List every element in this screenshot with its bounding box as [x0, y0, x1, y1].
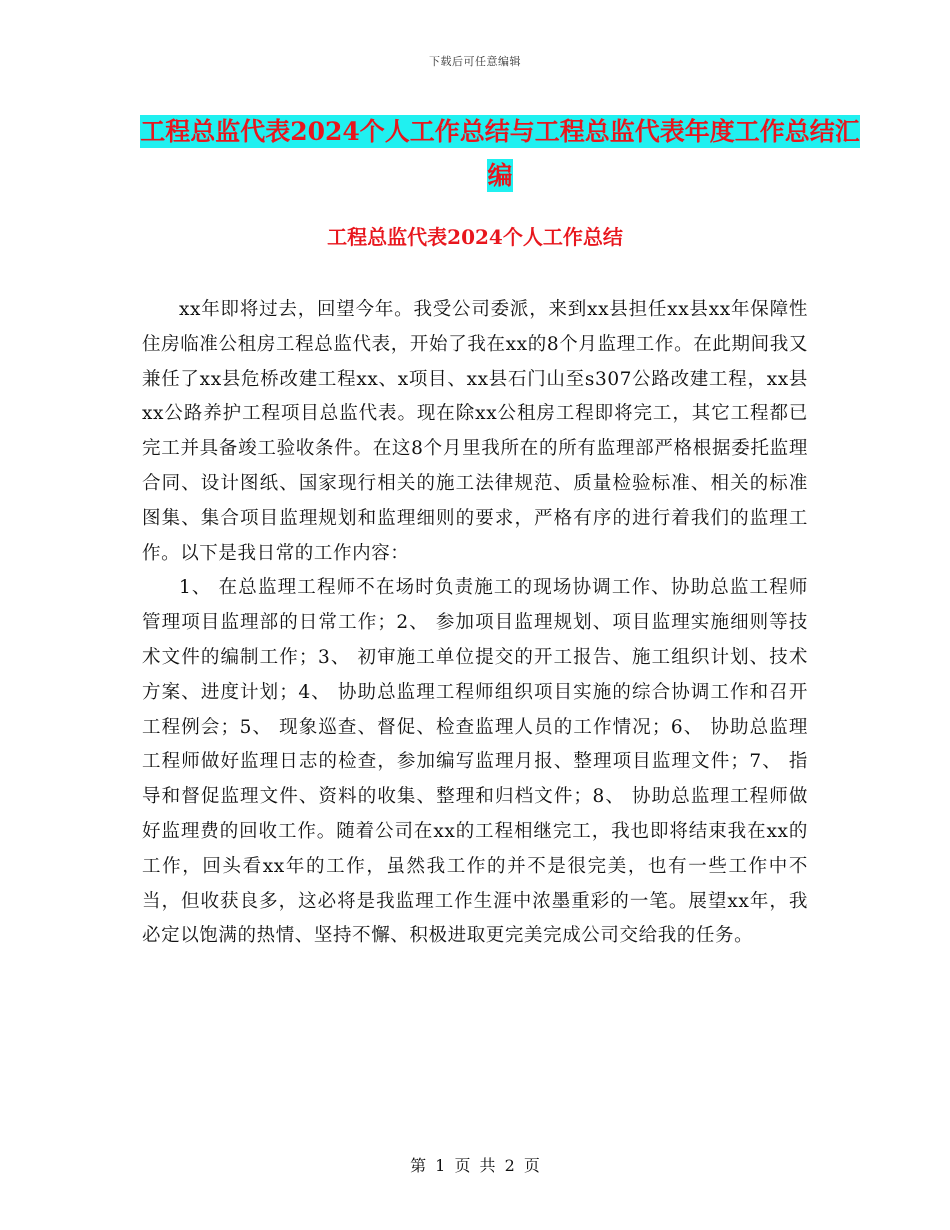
- section-title: 工程总监代表2024个人工作总结: [327, 225, 623, 249]
- document-main-title: [140, 110, 860, 198]
- document-body: [142, 293, 808, 954]
- body-paragraph-intro: xx年即将过去，回望今年。我受公司委派，来到xx县担任xx县xx年保障性住房临准公租房工程总监代表，开始了我在xx的8个月监理工作。在此期间我又兼任了xx县危桥改建工程xx、x项目、xx县石门山至s307公路改建工程，xx县xx公路养护工程项目总监代表。现在除xx公租房工程即将完工，其它工程都已完工并具备竣工验收条件。在这8个月里我所在的所有监理部严格根据委托监理合同、设计图纸、国家现行相关的施工法律规范、质量检验标准、相关的标准图集、集合项目监理规划和监理细则的要求，严格有序的进行着我们的监理工作。以下是我日常的工作内容：: [142, 299, 808, 564]
- body-paragraph-duties: 1、 在总监理工程师不在场时负责施工的现场协调工作、协助总监工程师管理项目监理部的日常工作；2、 参加项目监理规划、项目监理实施细则等技术文件的编制工作；3、 初审施工单位提交的开工报告、施工组织计划、技术方案、进度计划；4、 协助总监理工程师组织项目实施的综合协调工作和召开工程例会；5、 现象巡查、督促、检查监理人员的工作情况；6、 协助总监理工程师做好监理日志的检查，参加编写监理月报、整理项目监理文件；7、 指导和督促监理文件、资料的收集、整理和归档文件；8、 协助总监理工程师做好监理费的回收工作。随着公司在xx的工程相继完工，我也即将结束我在xx的工作，回头看xx年的工作，虽然我工作的并不是很完美，也有一些工作中不当，但收获良多，这必将是我监理工作生涯中浓墨重彩的一笔。展望xx年，我必定以饱满的热情、坚持不懈、积极进取更完美完成公司交给我的任务。: [142, 577, 808, 947]
- main-title-highlight: 工程总监代表2024个人工作总结与工程总监代表年度工作总结汇编: [140, 117, 860, 190]
- page-header-note: 下载后可任意编辑: [429, 55, 521, 68]
- page-number-footer: 第 1 页 共 2 页: [410, 1156, 540, 1175]
